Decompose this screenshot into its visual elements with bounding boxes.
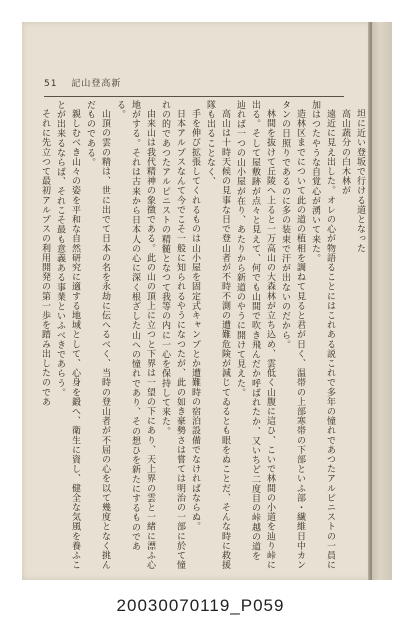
paragraph: 由来山は我代精神の象徴である。此の山の頂上に立つと下界は一望の下にあり、天上界の雲と一緒に漂ふ心地がする。それは古来から日本人の心に深く根ざした山への憧れであり、その想ひを新たにするものである。 [115,100,155,570]
header-rule [44,96,344,97]
page-number: 51 [44,79,58,89]
paragraph: 山頂の雲の精は、世に出でて日本の名を永劫に伝へるべく、当時の登山者が不屈の心を以て幾度となく挑んだものである。 [85,100,110,570]
paragraph: 坦に近い登坂で行ける道となった [355,109,365,253]
paragraph: それに先立つて最初アルプスの利用開発の第一歩を踏み出したのであ [40,109,50,407]
paragraph: 造林区までについて此の道の植相を調ねて見ると君が日く、温帯の上部寒帯の下部といふ部・繊維日中カンタンの日照りであるのに多の装束で汗が出ないのだから。 [280,100,305,570]
paragraph: 親しむべき山々の姿を平和な自然研究に適する地域として、心身を鍛へ、衛生に資し、健全な気風を養ふことが出来るならば、それこそ最も意義ある事業といふべきであらう。 [55,100,80,570]
running-header [44,76,121,89]
paragraph: 林間を抜けて丘陵へ上ると一万高山の大森林が立ち込め、雲低く山腹に這ひ、こいで林間の小道を辿り峠に出る。そして屋敷跡が点々と見えて、何でも山間で吹き飛んだか呼ばれたか、又いちど二度目の峠越の道を辿れば一つの山小屋が在り、あたりから新道のやうに開けて見えた。 [235,100,275,570]
running-head-title: 記山登高新 [71,79,122,89]
paragraph: 遠近に見え出した。オレの心が物語ることにはこれある説これで多年の憧れであつたアルピニストの一員に加はつたやうな自覚心が湧いて来た。 [310,100,335,570]
book-page-right-edge [372,22,392,580]
paragraph: 日本アルプスなんて今でこそ一般に知られるやうになつたが、此の如き豪勢さは嘗ては明治の一部に於て憧れの的であつたアルピニストの精髄となつて我等の内に一心を保持して来た。 [160,100,185,570]
vertical-body-text [40,100,367,570]
paragraph: 手を伸び拡張してくれるものは山小屋を固定式キャンプとか遭難時の宿泊設備でなければならぬ。 [190,109,200,532]
paragraph: 高山は十時天候の見事な日で登山者が不時不測の遭難危険が減じてゐるとも眼をぬことだ、そんな時に救援隊も出ることなく、 [205,100,230,570]
paragraph: 高山蔬分の白木林が [340,109,350,196]
archive-id-caption: 20030070119_P059 [116,596,285,615]
